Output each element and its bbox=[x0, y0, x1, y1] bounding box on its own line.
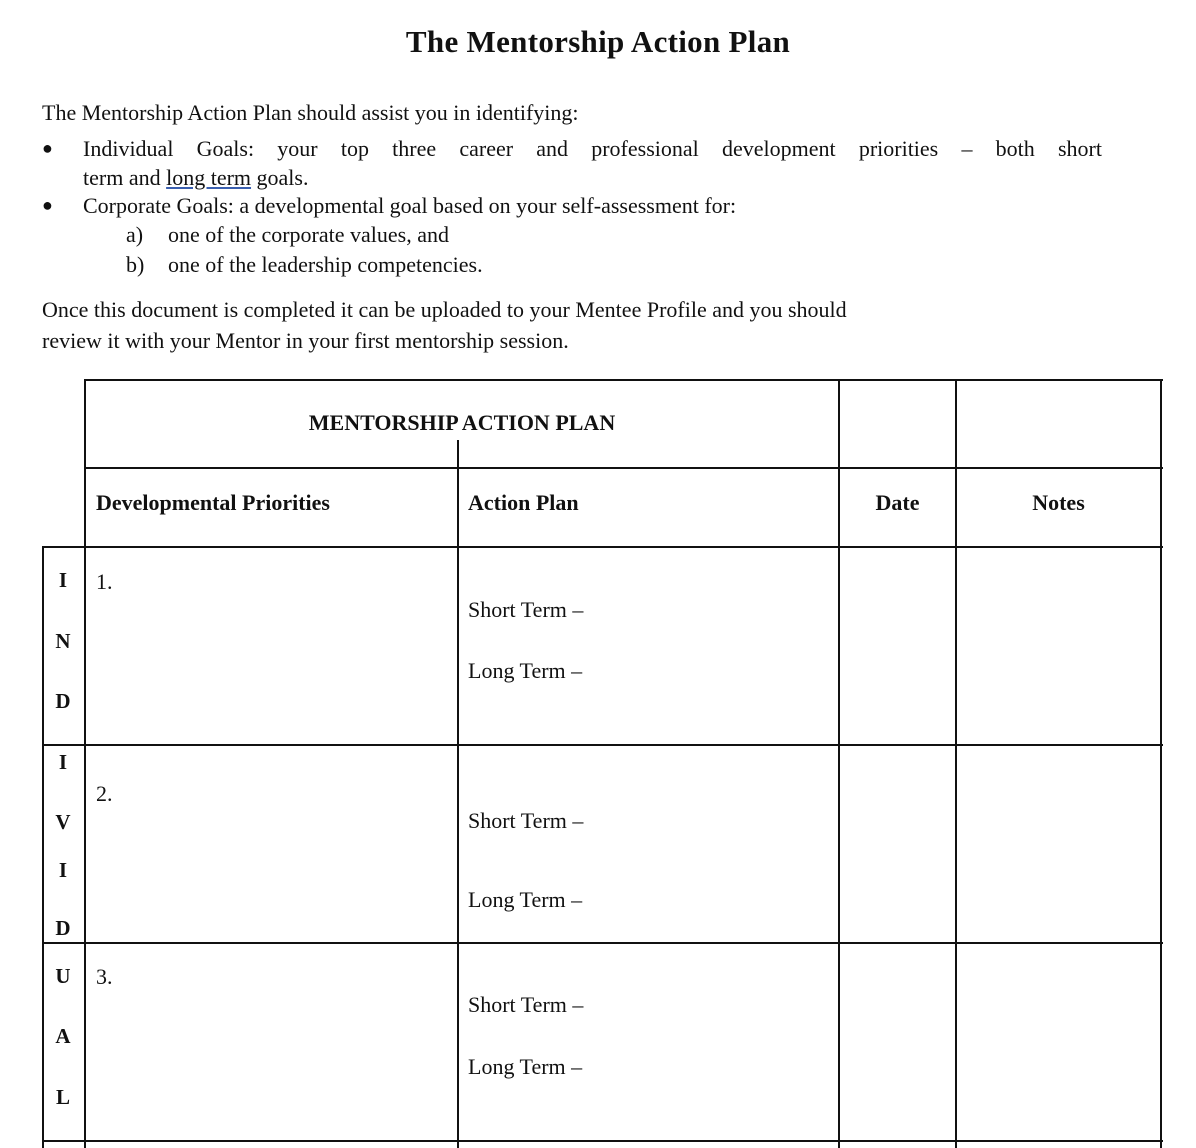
bullet-dot-icon: ● bbox=[42, 195, 53, 215]
vertical-letter: V bbox=[55, 810, 71, 834]
header-developmental-priorities: Developmental Priorities bbox=[96, 490, 330, 515]
header-action-plan: Action Plan bbox=[468, 490, 579, 515]
row-1-long-term: Long Term – bbox=[468, 658, 583, 683]
row-3-long-term: Long Term – bbox=[468, 1054, 583, 1079]
header-date: Date bbox=[875, 490, 920, 515]
bullet-line-2: term and long term goals. bbox=[83, 165, 309, 190]
vertical-letter: I bbox=[58, 750, 68, 774]
sub-item-a: a) one of the corporate values, and bbox=[126, 222, 449, 247]
vertical-letter: N bbox=[55, 629, 71, 653]
vertical-letter: I bbox=[58, 858, 68, 882]
closing-paragraph: Once this document is completed it can be uploaded to your Mentee Profile and you should review it with your Mentor in your first mentorship session. bbox=[42, 297, 847, 353]
vertical-letter: D bbox=[55, 689, 71, 713]
bullet-individual-goals bbox=[42, 134, 1102, 192]
document-title: The Mentorship Action Plan bbox=[405, 24, 791, 59]
intro-text: The Mentorship Action Plan should assist you in identifying: bbox=[42, 100, 579, 125]
row-2-short-term: Short Term – bbox=[468, 808, 584, 833]
row-1-short-term: Short Term – bbox=[468, 597, 584, 622]
bullet-dot-icon: ● bbox=[42, 138, 53, 158]
row-2-number: 2. bbox=[96, 781, 113, 806]
header-notes: Notes bbox=[1032, 490, 1085, 515]
vertical-letter: A bbox=[55, 1024, 71, 1048]
row-3-short-term: Short Term – bbox=[468, 992, 584, 1017]
vertical-letter: U bbox=[55, 964, 71, 988]
row-1-number: 1. bbox=[96, 569, 113, 594]
row-3-number: 3. bbox=[96, 964, 113, 989]
row-2-long-term: Long Term – bbox=[468, 887, 583, 912]
vertical-letter: L bbox=[55, 1085, 70, 1109]
long-term-link[interactable]: long term bbox=[166, 165, 252, 190]
sub-item-b: b) one of the leadership competencies. bbox=[126, 252, 483, 277]
table-caption: MENTORSHIP ACTION PLAN bbox=[308, 410, 616, 435]
vertical-letter: I bbox=[58, 568, 68, 592]
bullet-line: Individual Goals: your top three career and professional development priorities – both short bbox=[83, 136, 1102, 161]
vertical-letter: D bbox=[55, 916, 71, 940]
bullet-corporate-goals: ● Corporate Goals: a developmental goal based on your self-assessment for: bbox=[42, 193, 737, 218]
